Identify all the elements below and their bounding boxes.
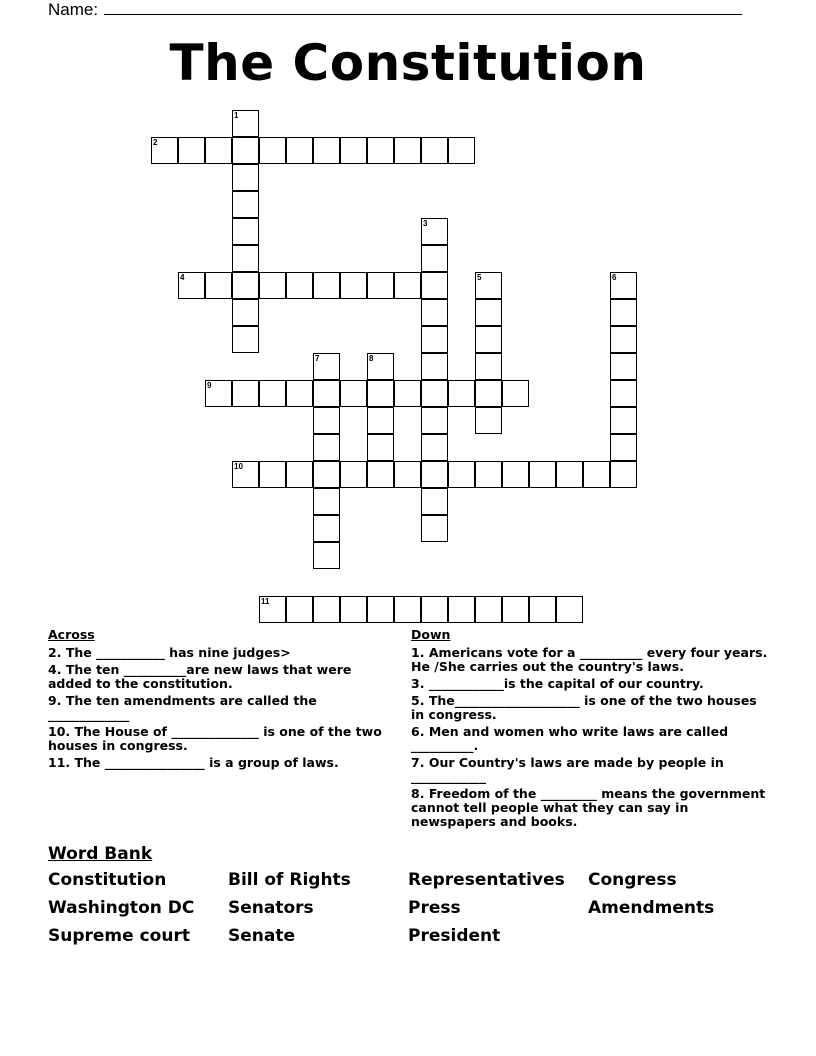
- crossword-cell[interactable]: [610, 299, 637, 326]
- crossword-cell[interactable]: [421, 353, 448, 380]
- crossword-clue-number: 4: [180, 273, 185, 282]
- crossword-cell[interactable]: [367, 407, 394, 434]
- crossword-cell[interactable]: [286, 596, 313, 623]
- crossword-cell[interactable]: [232, 218, 259, 245]
- word-bank-item: Washington DC: [48, 898, 195, 918]
- clue-number: 6.: [411, 724, 429, 739]
- crossword-cell[interactable]: [421, 326, 448, 353]
- across-clue: [48, 663, 388, 691]
- clue-text: Americans vote for a __________ every four years. He /She carries out the country's laws.: [411, 645, 768, 674]
- crossword-cell[interactable]: [448, 380, 475, 407]
- clue-number: 11.: [48, 755, 75, 770]
- crossword-cell[interactable]: [421, 272, 448, 299]
- clue-number: 2.: [48, 645, 66, 660]
- crossword-cell[interactable]: [286, 137, 313, 164]
- clue-text: The ten amendments are called the _____________: [48, 693, 317, 722]
- across-heading: Across: [48, 627, 95, 642]
- crossword-cell[interactable]: [367, 137, 394, 164]
- clue-text: Our Country's laws are made by people in ____________: [411, 755, 724, 784]
- crossword-cell[interactable]: [232, 380, 259, 407]
- clue-number: 10.: [48, 724, 75, 739]
- word-bank-item: Congress: [588, 870, 677, 890]
- crossword-cell[interactable]: [313, 380, 340, 407]
- crossword-cell[interactable]: [448, 461, 475, 488]
- across-clue-list: [48, 646, 388, 770]
- crossword-cell[interactable]: [421, 515, 448, 542]
- crossword-cell[interactable]: [610, 326, 637, 353]
- crossword-cell[interactable]: [502, 380, 529, 407]
- crossword-cell[interactable]: [340, 380, 367, 407]
- clue-number: 7.: [411, 755, 429, 770]
- crossword-cell[interactable]: [313, 596, 340, 623]
- crossword-cell[interactable]: [610, 461, 637, 488]
- clue-text: The ___________ has nine judges>: [65, 645, 291, 660]
- crossword-cell[interactable]: [340, 461, 367, 488]
- clue-text: The ________________ is a group of laws.: [74, 755, 339, 770]
- crossword-cell[interactable]: [502, 596, 529, 623]
- crossword-cell[interactable]: [178, 137, 205, 164]
- word-bank-item: Senate: [228, 926, 296, 946]
- crossword-cell[interactable]: [367, 380, 394, 407]
- crossword-clue-number: 3: [423, 219, 428, 228]
- down-clue: [411, 756, 771, 784]
- crossword-cell[interactable]: [475, 299, 502, 326]
- crossword-cell[interactable]: [232, 326, 259, 353]
- word-bank: [48, 844, 768, 946]
- crossword-clue-number: 9: [207, 381, 212, 390]
- crossword-cell[interactable]: [259, 380, 286, 407]
- crossword-cell[interactable]: [448, 596, 475, 623]
- crossword-cell[interactable]: [367, 434, 394, 461]
- crossword-cell[interactable]: [232, 191, 259, 218]
- crossword-cell[interactable]: [529, 596, 556, 623]
- crossword-cell[interactable]: [313, 542, 340, 569]
- crossword-cell[interactable]: [610, 407, 637, 434]
- crossword-cell[interactable]: [205, 272, 232, 299]
- word-bank-item: Press: [408, 898, 461, 918]
- crossword-cell[interactable]: [475, 461, 502, 488]
- crossword-cell[interactable]: [610, 353, 637, 380]
- crossword-cell[interactable]: [502, 461, 529, 488]
- down-clue: [411, 646, 771, 674]
- crossword-cell[interactable]: [394, 272, 421, 299]
- crossword-cell[interactable]: [394, 380, 421, 407]
- crossword-cell[interactable]: [583, 461, 610, 488]
- crossword-cell[interactable]: [286, 461, 313, 488]
- crossword-clue-number: 6: [612, 273, 617, 282]
- across-clue: [48, 756, 388, 770]
- crossword-cell[interactable]: [421, 407, 448, 434]
- down-heading: Down: [411, 627, 451, 642]
- crossword-cell[interactable]: [448, 137, 475, 164]
- crossword-cell[interactable]: [421, 461, 448, 488]
- clue-text: The House of ______________ is one of the two houses in congress.: [48, 724, 382, 753]
- clues-across: [48, 628, 388, 773]
- crossword-cell[interactable]: [259, 461, 286, 488]
- crossword-cell[interactable]: [367, 461, 394, 488]
- crossword-cell[interactable]: [367, 596, 394, 623]
- crossword-cell[interactable]: [286, 380, 313, 407]
- crossword-cell[interactable]: [313, 272, 340, 299]
- word-bank-item: Bill of Rights: [228, 870, 351, 890]
- crossword-cell[interactable]: [421, 488, 448, 515]
- crossword-cell[interactable]: [205, 137, 232, 164]
- clue-text: The____________________ is one of the two houses in congress.: [411, 693, 757, 722]
- down-clue: [411, 787, 771, 829]
- crossword-cell[interactable]: [421, 434, 448, 461]
- crossword-clue-number: 5: [477, 273, 482, 282]
- clue-text: ____________is the capital of our country.: [428, 676, 704, 691]
- crossword-cell[interactable]: [394, 596, 421, 623]
- across-clue: [48, 646, 388, 660]
- crossword-cell[interactable]: [475, 326, 502, 353]
- crossword-cell[interactable]: [313, 434, 340, 461]
- word-bank-title: Word Bank: [48, 844, 153, 864]
- crossword-cell[interactable]: [259, 137, 286, 164]
- clue-number: 8.: [411, 786, 429, 801]
- word-bank-item: Supreme court: [48, 926, 190, 946]
- word-bank-item: President: [408, 926, 501, 946]
- clue-text: Men and women who write laws are called __________.: [411, 724, 729, 753]
- crossword-cell[interactable]: [421, 299, 448, 326]
- crossword-cell[interactable]: [340, 137, 367, 164]
- crossword-cell[interactable]: [394, 137, 421, 164]
- word-bank-list: [48, 870, 768, 946]
- crossword-clue-number: 8: [369, 354, 374, 363]
- clue-number: 9.: [48, 693, 66, 708]
- crossword-cell[interactable]: [340, 596, 367, 623]
- crossword-cell[interactable]: [556, 461, 583, 488]
- clue-number: 1.: [411, 645, 429, 660]
- crossword-clue-number: 7: [315, 354, 320, 363]
- down-clue-list: [411, 646, 771, 829]
- crossword-cell[interactable]: [286, 272, 313, 299]
- crossword-cell[interactable]: [232, 272, 259, 299]
- crossword-cell[interactable]: [610, 434, 637, 461]
- crossword-cell[interactable]: [313, 407, 340, 434]
- word-bank-item: Amendments: [588, 898, 715, 918]
- crossword-cell[interactable]: [232, 299, 259, 326]
- crossword-cell[interactable]: [313, 137, 340, 164]
- crossword-cell[interactable]: [232, 137, 259, 164]
- clues-down: [411, 628, 771, 832]
- name-label: Name:: [48, 0, 99, 19]
- crossword-cell[interactable]: [394, 461, 421, 488]
- crossword-cell[interactable]: [421, 380, 448, 407]
- clue-number: 4.: [48, 662, 66, 677]
- clue-text: Freedom of the _________ means the government cannot tell people what they can say in newspapers and books.: [411, 786, 766, 829]
- crossword-cell[interactable]: [313, 461, 340, 488]
- down-clue: [411, 694, 771, 722]
- word-bank-item: Representatives: [408, 870, 565, 890]
- across-clue: [48, 725, 388, 753]
- crossword-cell[interactable]: [313, 488, 340, 515]
- crossword-clue-number: 10: [234, 462, 243, 471]
- down-clue: [411, 677, 771, 691]
- crossword-cell[interactable]: [421, 245, 448, 272]
- clue-text: The ten __________are new laws that were added to the constitution.: [48, 662, 352, 691]
- crossword-cell[interactable]: [259, 272, 286, 299]
- crossword-cell[interactable]: [367, 272, 394, 299]
- crossword-cell[interactable]: [475, 596, 502, 623]
- crossword-cell[interactable]: [340, 272, 367, 299]
- crossword-cell[interactable]: [556, 596, 583, 623]
- crossword-cell[interactable]: [232, 164, 259, 191]
- crossword-cell[interactable]: [475, 407, 502, 434]
- crossword-cell[interactable]: [313, 515, 340, 542]
- clue-number: 5.: [411, 693, 429, 708]
- clue-number: 3.: [411, 676, 429, 691]
- crossword-cell[interactable]: [475, 380, 502, 407]
- down-clue: [411, 725, 771, 753]
- crossword-cell[interactable]: [232, 245, 259, 272]
- crossword-cell[interactable]: [610, 380, 637, 407]
- crossword-cell[interactable]: [529, 461, 556, 488]
- word-bank-item: Senators: [228, 898, 314, 918]
- crossword-cell[interactable]: [421, 596, 448, 623]
- crossword-cell[interactable]: [421, 137, 448, 164]
- page-title: The Constitution: [169, 34, 647, 92]
- crossword-clue-number: 2: [153, 138, 158, 147]
- word-bank-item: Constitution: [48, 870, 167, 890]
- across-clue: [48, 694, 388, 722]
- crossword-cell[interactable]: [475, 353, 502, 380]
- crossword-clue-number: 11: [261, 597, 270, 606]
- crossword-clue-number: 1: [234, 111, 239, 120]
